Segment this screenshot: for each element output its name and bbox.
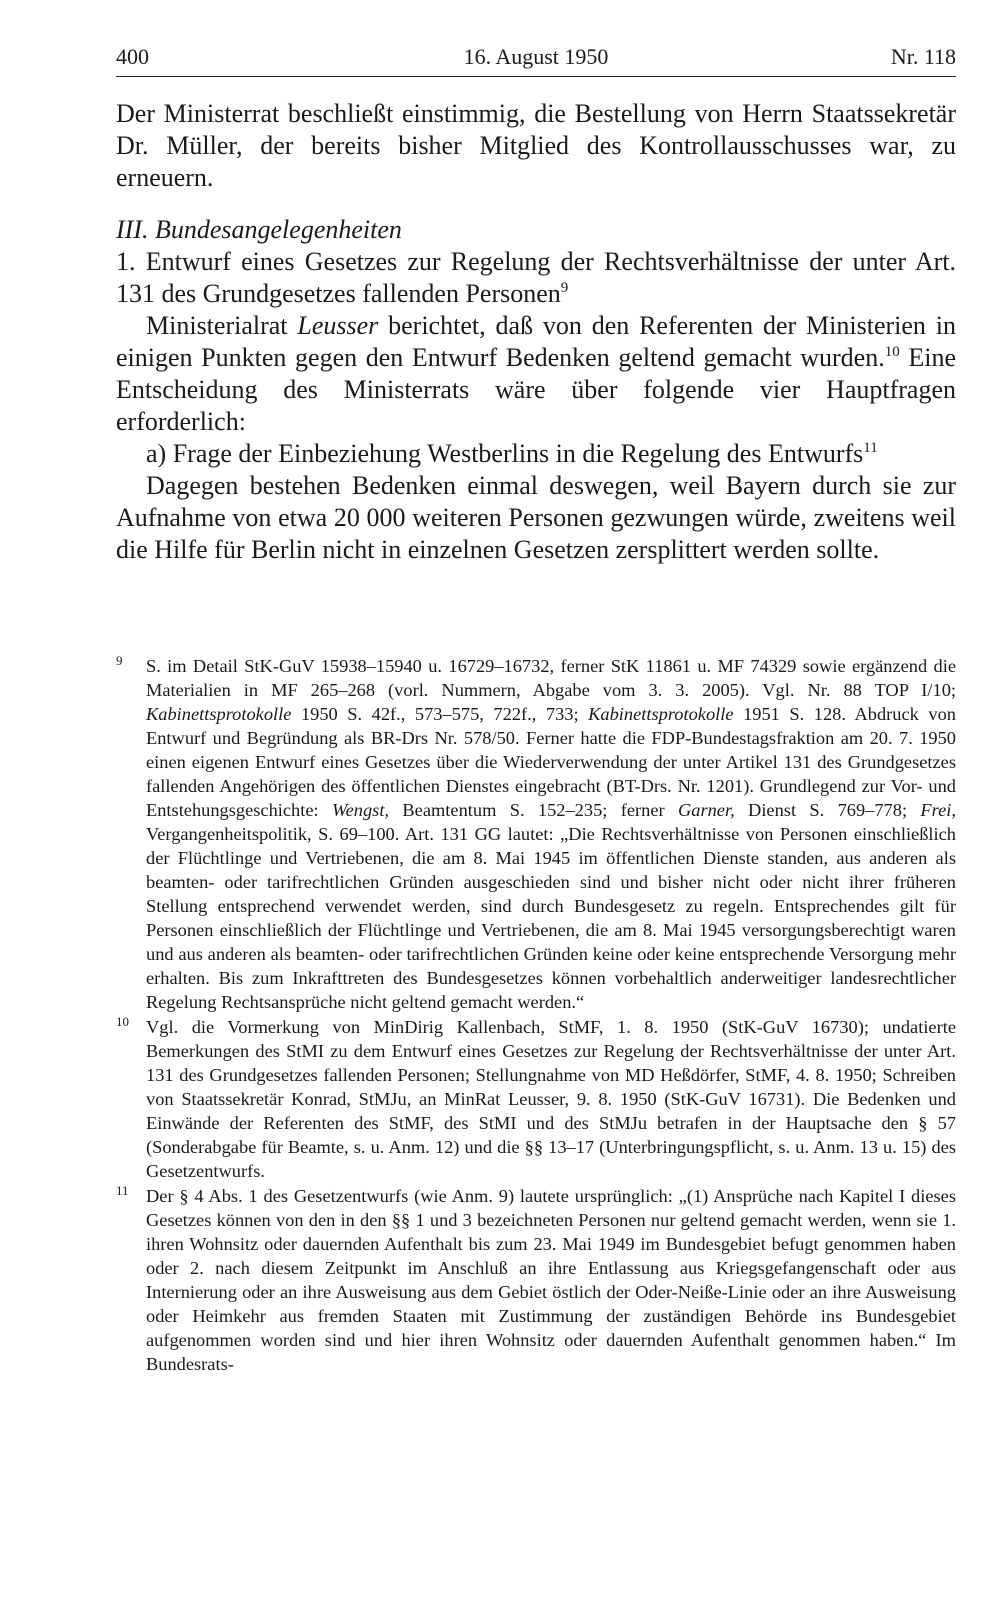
footnote-number: 9: [116, 653, 123, 668]
footnote-ref-10[interactable]: 10: [884, 344, 900, 360]
footnote-italic: Frei,: [920, 800, 956, 820]
paragraph-report: [116, 310, 956, 438]
footnote-11: [116, 1184, 956, 1376]
paragraph-decision: Der Ministerrat beschließt einstimmig, die Bestellung von Herrn Staatssekretär Dr. Müller, der bereits bisher Mitglied des Kontrollausschusses war, zu erneuern.: [116, 99, 956, 192]
section-heading: III. Bundesangelegenheiten: [116, 215, 402, 244]
footnote-italic: Kabinettsprotokolle: [588, 704, 734, 724]
item-title: [116, 246, 956, 310]
footnote-ref-9[interactable]: 9: [560, 280, 569, 296]
question-a: [116, 438, 956, 470]
footnote-text: [146, 656, 956, 1012]
footnote-italic: Garner,: [677, 800, 735, 820]
footnote-text: Der § 4 Abs. 1 des Gesetzentwurfs (wie Anm. 9) lautete ursprünglich: „(1) Ansprüche nach Kapitel I dieses Gesetzes können von den in den §§ 1 und 3 bezeichneten Personen nur geltend gemacht werden, wenn sie 1. ihren Wohnsitz oder dauernden Aufenthalt bis zum 23. Mai 1949 im Bundesgebiet befugt genommen haben oder 2. nach diesem Zeitpunkt im Anschluß an ihre Entlassung aus Kriegsgefangenschaft oder aus Internierung oder an ihre Ausweisung aus dem Gebiet östlich der Oder-Neiße-Linie oder an ihre Ausweisung oder Heimkehr aus fremden Staaten mit Zustimmung der zuständigen Behörde ins Bundesgebiet aufgenommen worden sind und hier ihren Wohnsitz oder dauernden Aufenthalt genommen haben.“ Im Bundesrats-: [146, 1186, 956, 1374]
main-text: [116, 98, 956, 566]
header-date: 16. August 1950: [463, 44, 609, 69]
footnote-text: Vgl. die Vormerkung von MinDirig Kallenbach, StMF, 1. 8. 1950 (StK-GuV 16730); undatierte Bemerkungen des StMI zu dem Entwurf eines Gesetzes zur Regelung der Rechtsverhältnisse der unter Art. 131 des Grundgesetzes fallenden Personen; Stellungnahme von MD Heßdörfer, StMF, 4. 8. 1950; Schreiben von Staatssekretär Konrad, StMJu, an MinRat Leusser, 9. 8. 1950 (StK-GuV 16731). Die Bedenken und Einwände der Referenten des StMF, des StMI und des StMJu betrafen in der Hauptsache den § 57 (Sonderabgabe für Beamte, s. u. Anm. 12) und die §§ 13–17 (Unterbringungspflicht, s. u. Anm. 13 u. 15) des Gesetzentwurfs.: [146, 1017, 956, 1181]
paragraph-report-text: berichtet, daß von den Referenten der Ministerien in einigen Punkten gegen den Entwurf Bedenken geltend gemacht wurden.: [116, 311, 956, 372]
footnote-number: 11: [116, 1183, 129, 1198]
footnote-segment: S. im Detail StK-GuV 15938–15940 u. 16729–16732, ferner StK 11861 u. MF 74329 sowie ergänzend die Materialien in MF 265–268 (vorl. Nummern, Abgabe vom 3. 3. 2005). Vgl. Nr. 88 TOP I/10;: [146, 656, 956, 700]
running-header: [116, 42, 956, 77]
question-a-text: a) Frage der Einbeziehung Westberlins in die Regelung des Entwurfs: [146, 439, 864, 468]
footnote-italic: Wengst,: [331, 800, 390, 820]
item-title-text: 1. Entwurf eines Gesetzes zur Regelung der Rechtsverhältnisse der unter Art. 131 des Grundgesetzes fallenden Personen: [116, 247, 956, 308]
paragraph-report-prefix: Ministerialrat: [146, 311, 298, 340]
footnote-segment: Dienst S. 769–778;: [734, 800, 921, 820]
footnote-segment: Beamtentum S. 152–235; ferner: [389, 800, 678, 820]
page-number: 400: [116, 44, 149, 69]
issue-number: Nr. 118: [890, 44, 956, 69]
footnote-9: [116, 654, 956, 1014]
footnote-number: 10: [116, 1014, 129, 1029]
paragraph-objections: Dagegen bestehen Bedenken einmal deswegen, weil Bayern durch sie zur Aufnahme von etwa 20 000 weiteren Personen gezwungen würde, zweitens weil die Hilfe für Berlin nicht in einzelnen Gesetzen zersplittert werden sollte.: [116, 471, 956, 564]
person-name: Leusser: [297, 311, 379, 340]
footnote-segment: 1950 S. 42f., 573–575, 722f., 733;: [291, 704, 589, 724]
footnote-segment: Vergangenheitspolitik, S. 69–100. Art. 131 GG lautet: „Die Rechtsverhältnisse von Personen einschließlich der Flüchtlinge und Vertriebenen, die am 8. Mai 1945 im öffentlichen Dienste standen, aus anderen als beamten- oder tarifrechtlichen Gründen ausgeschieden sind und bisher nicht oder nicht ihrer früheren Stellung entsprechend verwendet werden, sind durch Bundesgesetz zu regeln. Entsprechendes gilt für Personen einschließlich der Flüchtlinge und Vertriebenen, die am 8. Mai 1945 versorgungsberechtigt waren und aus anderen als beamten- oder tarifrechtlichen Gründen keine oder keine entsprechende Versorgung mehr erhalten. Bis zum Inkrafttreten des Bundesgesetzes können vorbehaltlich anderweitiger landesrechtlicher Regelung Rechtsansprüche nicht geltend gemacht werden.“: [146, 824, 956, 1012]
footnote-italic: Kabinettsprotokolle: [146, 704, 292, 724]
footnote-ref-11[interactable]: 11: [863, 440, 878, 456]
footnotes: [116, 654, 956, 1377]
footnote-10: [116, 1015, 956, 1183]
footnote-segment: 1951 S. 128. Abdruck von Entwurf und Begründung als BR-Drs Nr. 578/50. Ferner hatte die FDP-Bundestagsfraktion am 20. 7. 1950 einen eigenen Entwurf eines Gesetzes über die Wiederverwendung der unter Artikel 131 des Grundgesetzes fallenden Angehörigen des öffentlichen Dienstes eingebracht (BT-Drs. Nr. 1201). Grundlegend zur Vor- und Entstehungsgeschichte:: [146, 704, 956, 820]
paragraph-report-continuation: Eine Entscheidung des Ministerrats wäre über folgende vier Hauptfragen erforderlich:: [116, 343, 956, 436]
